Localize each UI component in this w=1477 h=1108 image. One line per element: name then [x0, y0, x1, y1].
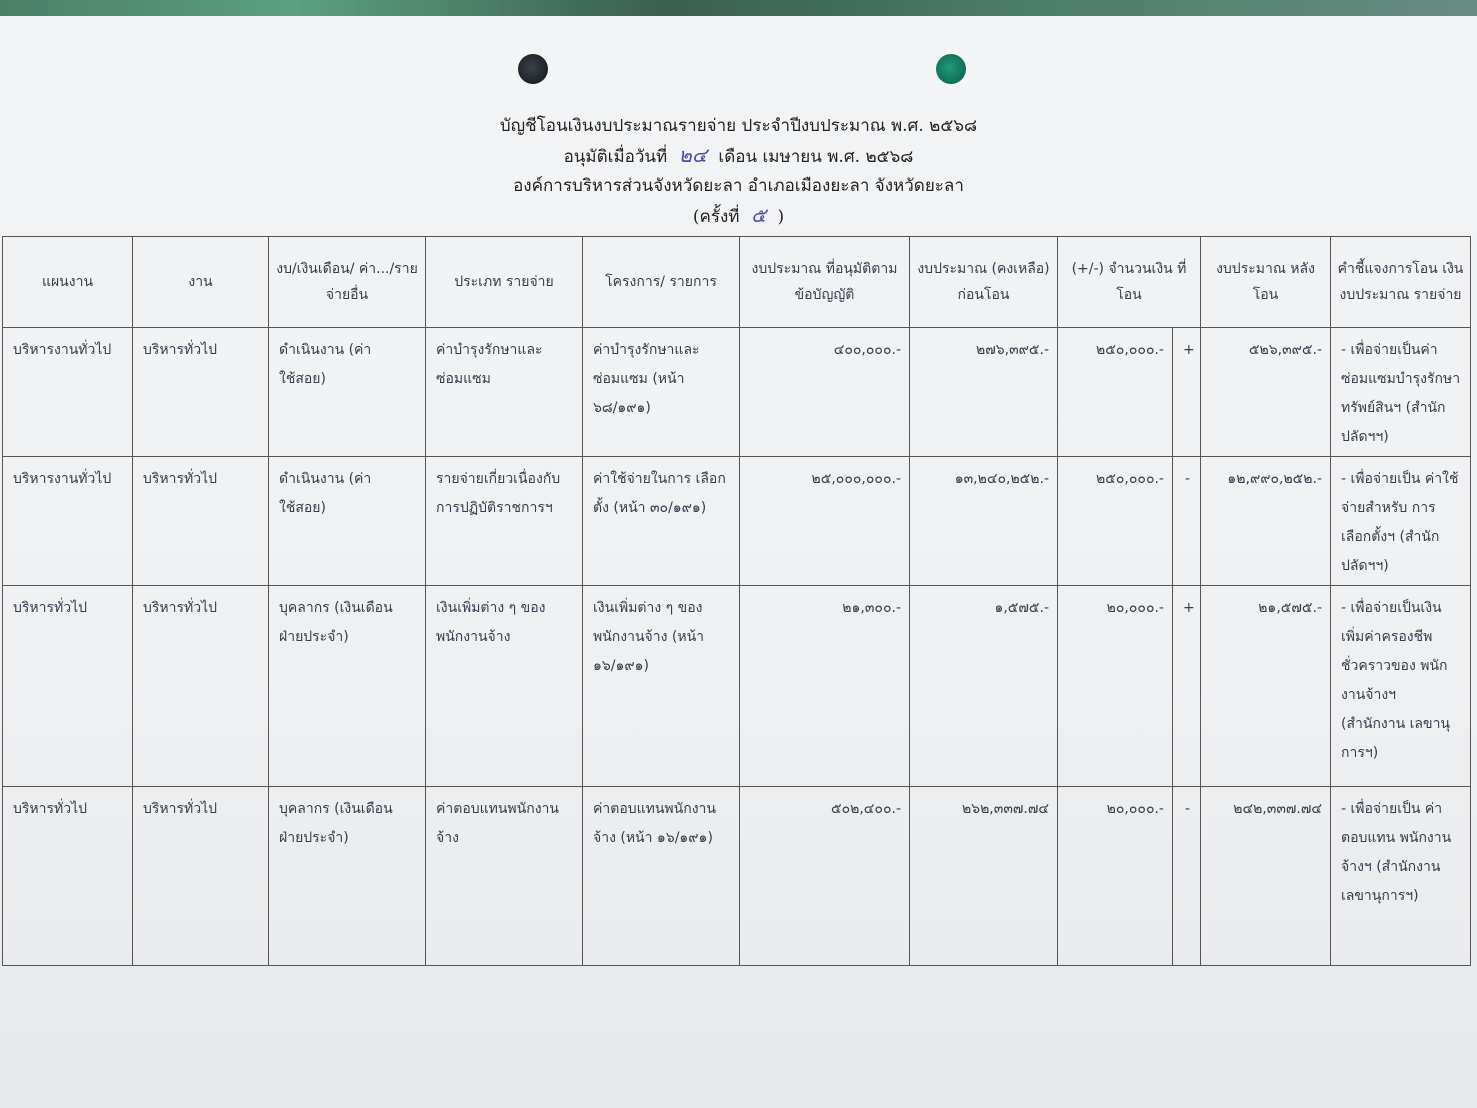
cell-note: - เพื่อจ่ายเป็นเงิน เพิ่มค่าครองชีพ ชั่วคราวของ พนักงานจ้างฯ (สำนักงาน เลขานุการฯ) [1331, 586, 1471, 787]
cell-note: - เพื่อจ่ายเป็น ค่าตอบแทน พนักงานจ้างฯ (สำนักงาน เลขานุการฯ) [1331, 787, 1471, 966]
col-project: โครงการ/ รายการ [583, 237, 740, 328]
col-after: งบประมาณ หลังโอน [1201, 237, 1331, 328]
cell-sign: + [1173, 586, 1201, 787]
document-header [0, 112, 1477, 232]
approval-prefix: อนุมัติเมื่อวันที่ [563, 147, 668, 167]
cell-work: บริหารทั่วไป [133, 586, 269, 787]
cell-transfer: ๒๕๐,๐๐๐.- [1058, 328, 1173, 457]
handwritten-round: ๕ [750, 203, 767, 227]
cell-expense-type: รายจ่ายเกี่ยวเนื่องกับ การปฏิบัติราชการฯ [426, 457, 583, 586]
cell-approved: ๔๐๐,๐๐๐.- [740, 328, 910, 457]
cell-sign: - [1173, 787, 1201, 966]
cell-sign: + [1173, 328, 1201, 457]
cell-plan: บริหารงานทั่วไป [3, 328, 133, 457]
cell-plan: บริหารงานทั่วไป [3, 457, 133, 586]
cell-before: ๒๖๒,๓๓๗.๗๔ [910, 787, 1058, 966]
cell-note: - เพื่อจ่ายเป็นค่า ซ่อมแซมบำรุงรักษา ทรัพย์สินฯ (สำนักปลัดฯฯ) [1331, 328, 1471, 457]
cell-plan: บริหารทั่วไป [3, 787, 133, 966]
cell-before: ๑๓,๒๔๐,๒๕๒.- [910, 457, 1058, 586]
transfer-table [2, 236, 1471, 966]
approval-suffix: เดือน เมษายน พ.ศ. ๒๕๖๘ [718, 147, 914, 167]
cell-plan: บริหารทั่วไป [3, 586, 133, 787]
cell-before: ๑,๕๗๕.- [910, 586, 1058, 787]
cell-after: ๒๑,๕๗๕.- [1201, 586, 1331, 787]
cell-before: ๒๗๖,๓๙๕.- [910, 328, 1058, 457]
cell-approved: ๒๕,๐๐๐,๐๐๐.- [740, 457, 910, 586]
cell-approved: ๒๑,๓๐๐.- [740, 586, 910, 787]
col-before: งบประมาณ (คงเหลือ) ก่อนโอน [910, 237, 1058, 328]
round-suffix: ) [777, 207, 785, 227]
cell-project: ค่าบำรุงรักษาและ ซ่อมแซม (หน้า ๖๘/๑๙๑) [583, 328, 740, 457]
col-expense-type: ประเภท รายจ่าย [426, 237, 583, 328]
table-row [3, 328, 1471, 457]
cell-note: - เพื่อจ่ายเป็น ค่าใช้จ่ายสำหรับ การเลือกตั้งฯ (สำนักปลัดฯฯ) [1331, 457, 1471, 586]
cell-budget-type: บุคลากร (เงินเดือน ฝ่ายประจำ) [269, 787, 426, 966]
round-prefix: (ครั้งที่ [692, 207, 740, 227]
background-fabric [0, 0, 1477, 16]
table-row [3, 586, 1471, 787]
cell-work: บริหารทั่วไป [133, 457, 269, 586]
cell-budget-type: บุคลากร (เงินเดือน ฝ่ายประจำ) [269, 586, 426, 787]
col-work: งาน [133, 237, 269, 328]
handwritten-day: ๒๔ [678, 143, 707, 167]
table-header-row [3, 237, 1471, 328]
col-note: คำชี้แจงการโอน เงินงบประมาณ รายจ่าย [1331, 237, 1471, 328]
cell-budget-type: ดำเนินงาน (ค่าใช้สอย) [269, 328, 426, 457]
punch-hole-right [936, 54, 966, 84]
cell-expense-type: เงินเพิ่มต่าง ๆ ของ พนักงานจ้าง [426, 586, 583, 787]
approval-date-line [0, 141, 1477, 172]
cell-budget-type: ดำเนินงาน (ค่าใช้สอย) [269, 457, 426, 586]
cell-expense-type: ค่าตอบแทนพนักงาน จ้าง [426, 787, 583, 966]
cell-transfer: ๒๐,๐๐๐.- [1058, 586, 1173, 787]
col-plan: แผนงาน [3, 237, 133, 328]
punch-hole-left [518, 54, 548, 84]
col-approved: งบประมาณ ที่อนุมัติตาม ข้อบัญญัติ [740, 237, 910, 328]
table-row [3, 787, 1471, 966]
cell-approved: ๕๐๒,๔๐๐.- [740, 787, 910, 966]
cell-work: บริหารทั่วไป [133, 787, 269, 966]
doc-title: บัญชีโอนเงินงบประมาณรายจ่าย ประจำปีงบประมาณ พ.ศ. ๒๕๖๘ [499, 116, 978, 136]
cell-project: เงินเพิ่มต่าง ๆ ของ พนักงานจ้าง (หน้า ๑๖/๑๙๑) [583, 586, 740, 787]
cell-project: ค่าใช้จ่ายในการ เลือกตั้ง (หน้า ๓๐/๑๙๑) [583, 457, 740, 586]
cell-after: ๒๔๒,๓๓๗.๗๔ [1201, 787, 1331, 966]
cell-sign: - [1173, 457, 1201, 586]
col-transfer: (+/-) จำนวนเงิน ที่โอน [1058, 237, 1201, 328]
cell-project: ค่าตอบแทนพนักงาน จ้าง (หน้า ๑๖/๑๙๑) [583, 787, 740, 966]
cell-work: บริหารทั่วไป [133, 328, 269, 457]
col-budget-type: งบ/เงินเดือน/ ค่า.../รายจ่ายอื่น [269, 237, 426, 328]
round-line [0, 201, 1477, 232]
cell-after: ๑๒,๙๙๐,๒๕๒.- [1201, 457, 1331, 586]
organization-line: องค์การบริหารส่วนจังหวัดยะลา อำเภอเมืองยะลา จังหวัดยะลา [513, 176, 964, 196]
cell-after: ๕๒๖,๓๙๕.- [1201, 328, 1331, 457]
cell-transfer: ๒๕๐,๐๐๐.- [1058, 457, 1173, 586]
cell-transfer: ๒๐,๐๐๐.- [1058, 787, 1173, 966]
cell-expense-type: ค่าบำรุงรักษาและ ซ่อมแซม [426, 328, 583, 457]
table-row [3, 457, 1471, 586]
